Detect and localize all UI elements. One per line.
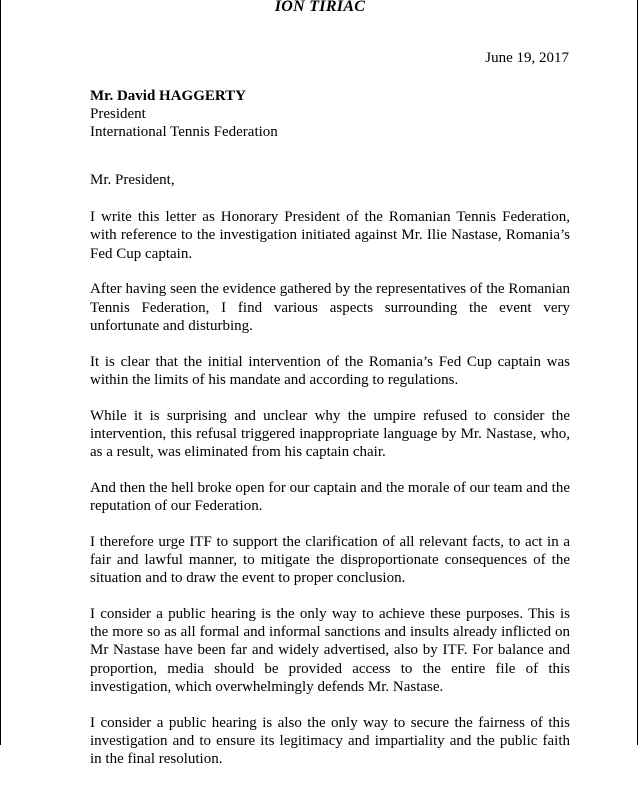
paragraph: It is clear that the initial intervention of the Romania’s Fed Cup captain was within the limits of his mandate and according to regulations. [90, 353, 570, 388]
paragraph: I therefore urge ITF to support the clarification of all relevant facts, to act in a fair and lawful manner, to mitigate the disproportionate consequences of the situation and to draw the event to proper conclusion. [90, 533, 570, 587]
recipient-organization: International Tennis Federation [90, 124, 278, 140]
paragraph: While it is surprising and unclear why the umpire refused to consider the intervention, this refusal triggered inappropriate language by Mr. Nastase, who, as a result, was eliminated from his captain chair. [90, 407, 570, 461]
letter-date: June 19, 2017 [485, 50, 569, 66]
recipient-block [90, 87, 278, 141]
paragraph: I consider a public hearing is also the only way to secure the fairness of this investigation and to ensure its legitimacy and impartiality and the public faith in the final resolution. [90, 714, 570, 768]
recipient-title: President [90, 106, 146, 122]
paragraph: I consider a public hearing is the only way to achieve these purposes. This is the more so as all formal and informal sanctions and insults already inflicted on Mr Nastase have been far and widely advertised, also by ITF. For balance and proportion, media should be provided access to the entire file of this investigation, which overwhelmingly defends Mr. Nastase. [90, 606, 570, 695]
paragraph: After having seen the evidence gathered by the representatives of the Romanian Tennis Federation, I find various aspects surrounding the event very unfortunate and disturbing. [90, 281, 570, 334]
salutation: Mr. President, [90, 172, 175, 188]
recipient-name: Mr. David HAGGERTY [90, 88, 247, 104]
paragraph: I write this letter as Honorary President of the Romanian Tennis Federation, with reference to the investigation initiated against Mr. Ilie Nastase, Romania’s Fed Cup captain. [90, 209, 570, 262]
letter-body [90, 171, 570, 786]
paragraph: And then the hell broke open for our captain and the morale of our team and the reputation of our Federation. [90, 479, 570, 515]
letterhead: ION TIRIAC [274, 0, 366, 15]
